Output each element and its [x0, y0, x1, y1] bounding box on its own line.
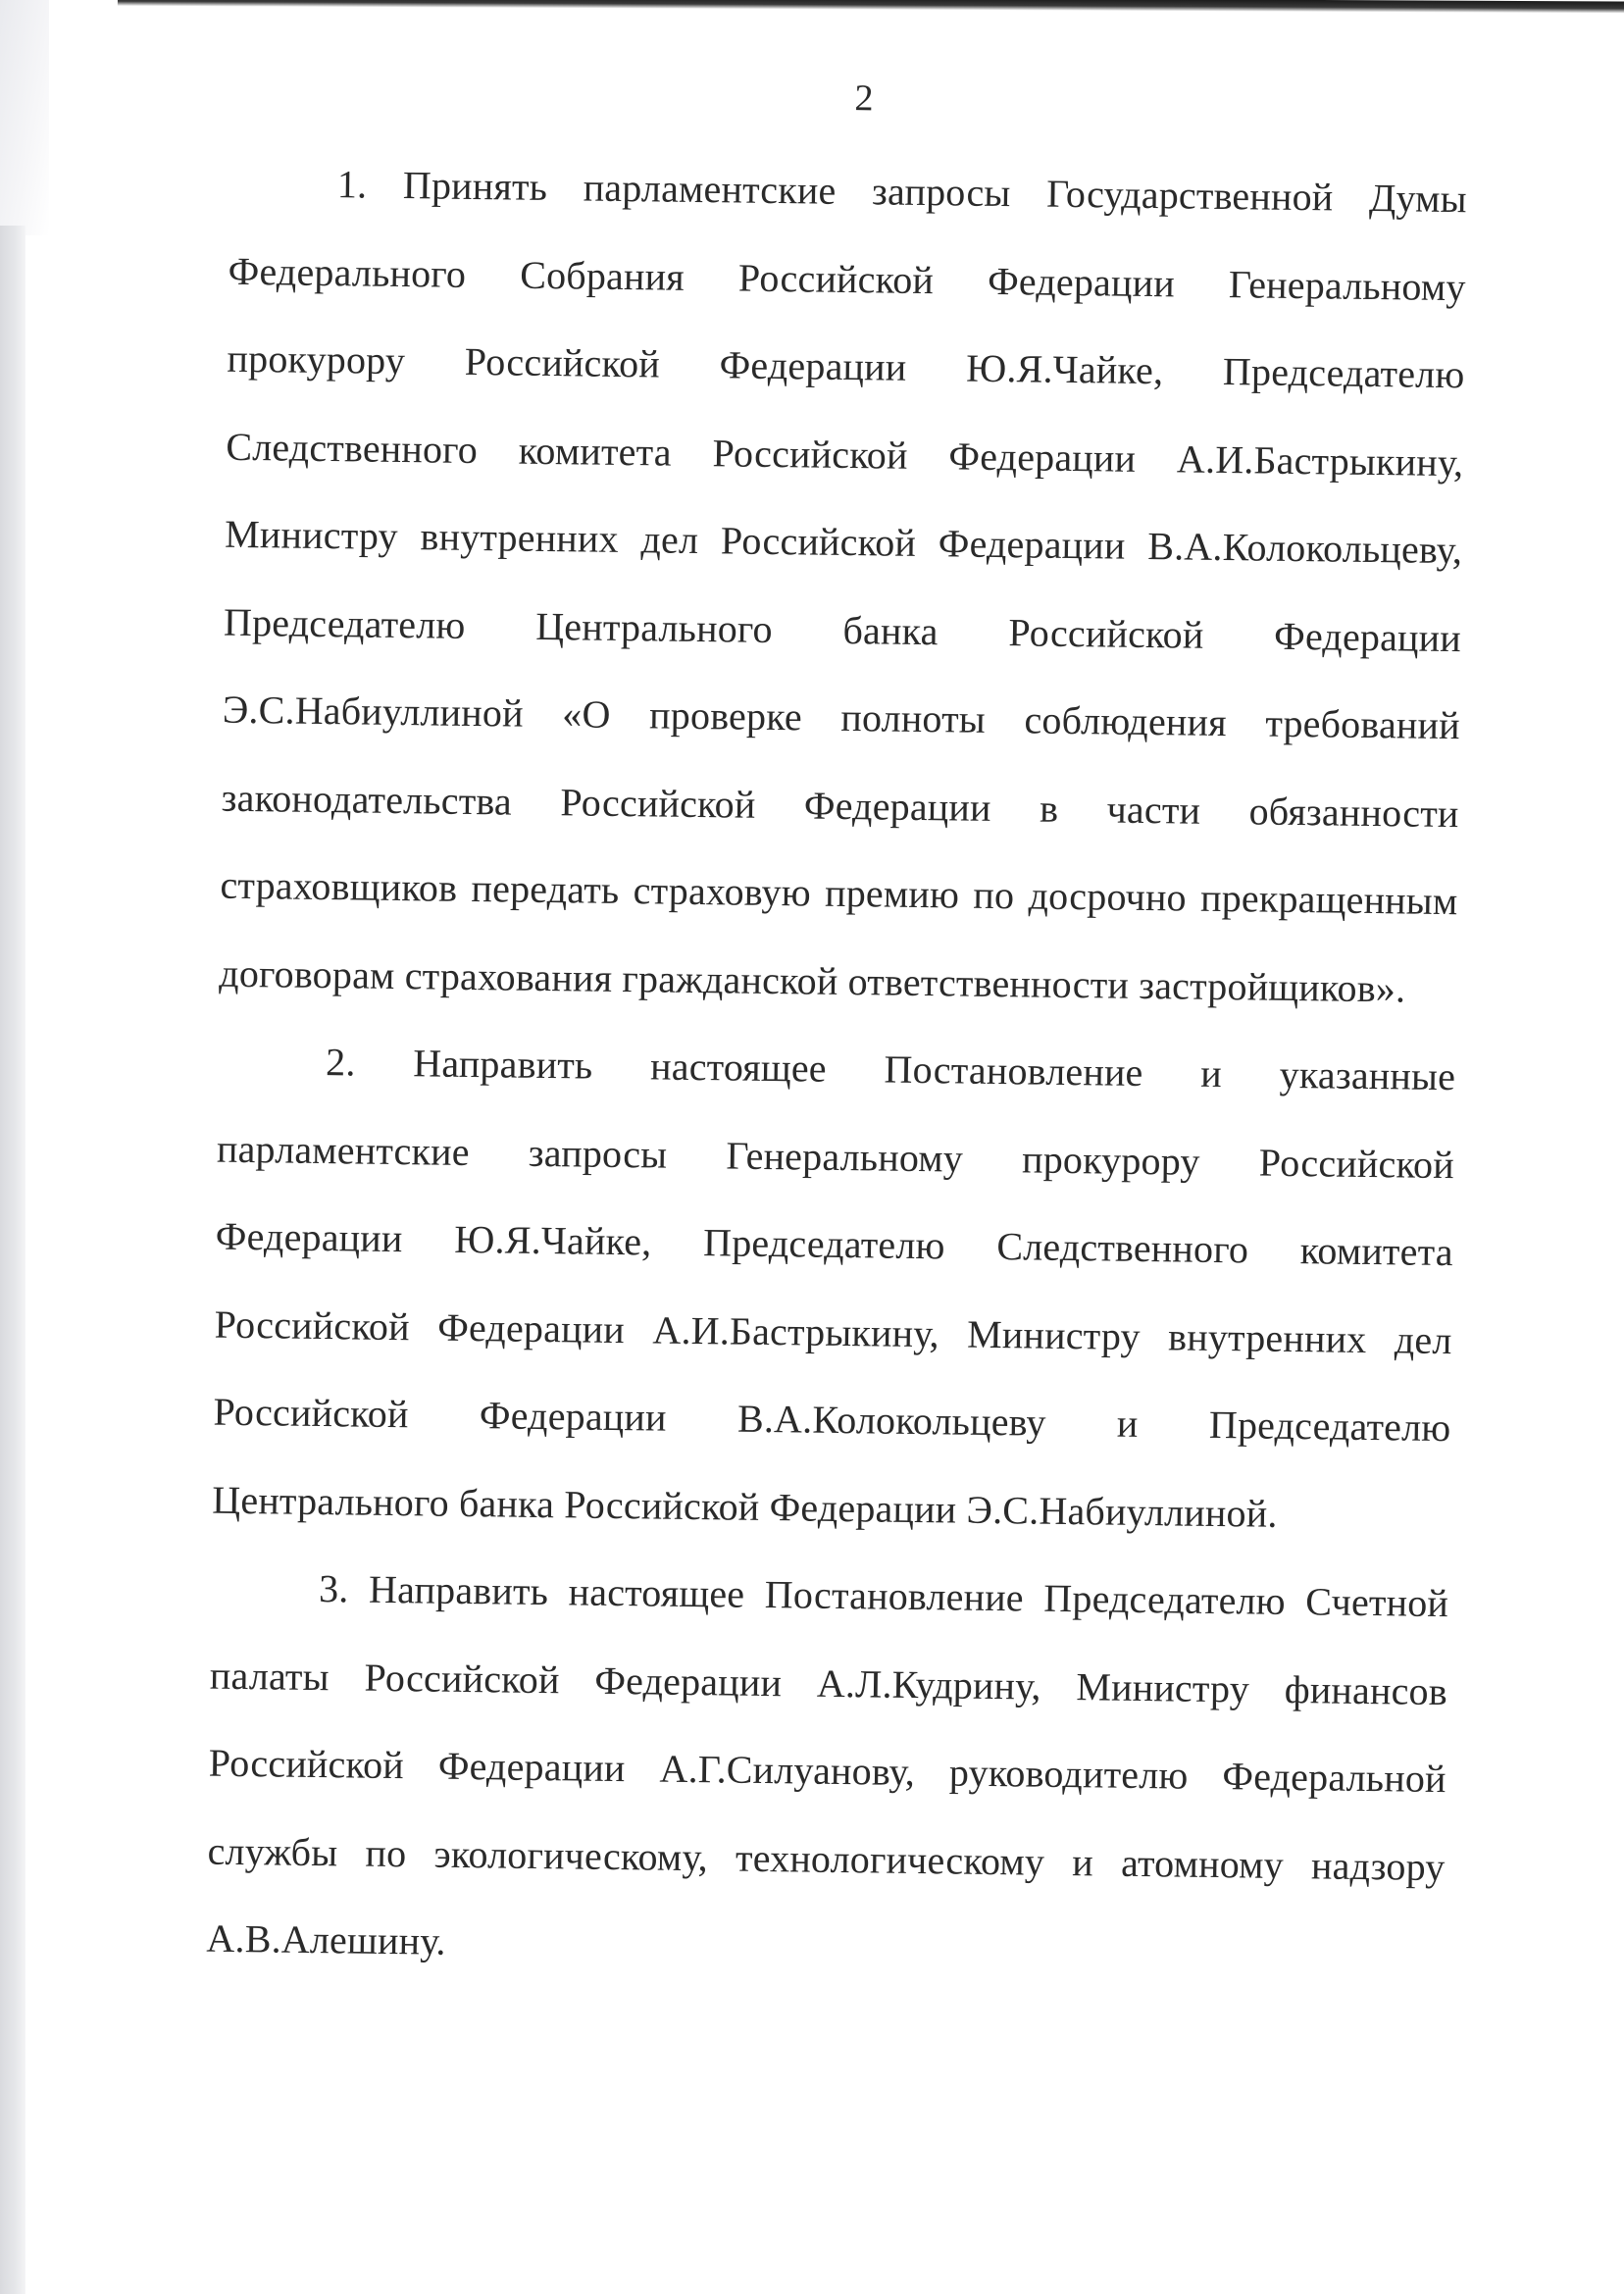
paragraph-1: 1. Принять парламентские запросы Государственной Думы Федерального Собрания Российской Федерации Генеральному прокурору Российской Федерации Ю.Я.Чайке, Председателю Следственного комитета Российской Федерации А.И.Бастрыкину, Министру внутренних дел Российской Федерации В.А.Колокольцеву, Председателю Центрального банка Российской Федерации Э.С.Набиуллиной «О проверке полноты соблюдения требований законодательства Российской Федерации в части обязанности страховщиков передать страховую премию по досрочно прекращенным договорам страхования гражданской ответственности застройщиков». [219, 162, 1468, 1010]
paragraph-2: 2. Направить настоящее Постановление и указанные парламентские запросы Генеральному прокурору Российской Федерации Ю.Я.Чайке, Председателю Следственного комитета Российской Федерации А.И.Бастрыкину, Министру внутренних дел Российской Федерации В.А.Колокольцеву и Председателю Центрального банка Российской Федерации Э.С.Набиуллиной. [212, 1040, 1456, 1536]
document-body [206, 139, 1467, 1999]
page-number: 2 [854, 77, 874, 120]
paragraph-3: 3. Направить настоящее Постановление Председателю Счетной палаты Российской Федерации А.Л.Кудрину, Министру финансов Российской Федерации А.Г.Силуанову, руководителю Федеральной службы по экологическому, технологическому и атомному надзору А.В.Алешину. [206, 1566, 1449, 1963]
